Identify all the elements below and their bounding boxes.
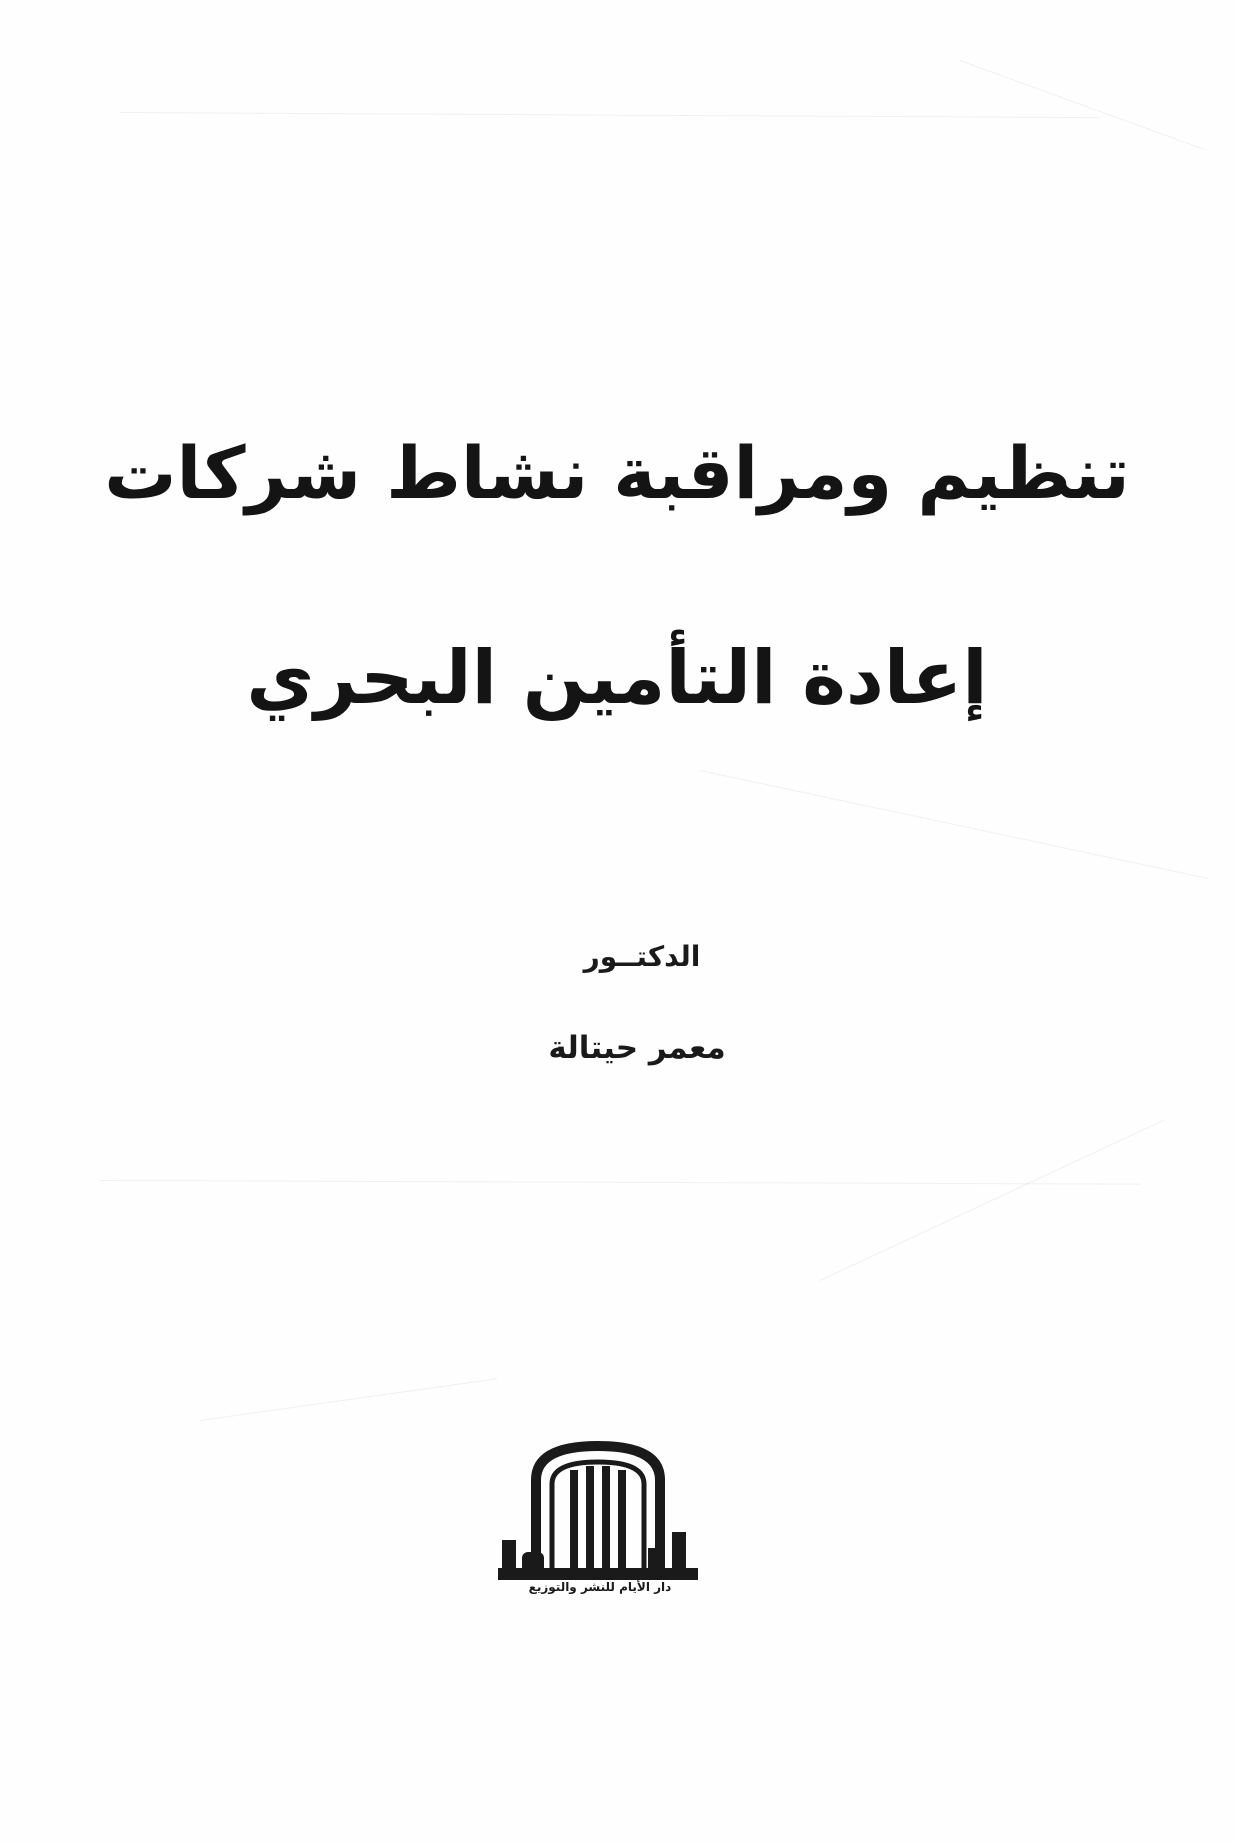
paper-crease <box>960 60 1205 150</box>
publisher-name: دار الأيام للنشر والتوزيع <box>528 1580 672 1594</box>
paper-crease <box>820 1119 1165 1281</box>
paper-crease <box>200 1378 497 1421</box>
author-name: معمر حيتالة <box>548 1030 726 1066</box>
paper-crease <box>700 770 1209 879</box>
paper-crease <box>120 112 1100 118</box>
book-title-line-2: إعادة التأمين البحري <box>246 634 988 721</box>
author-title: الدكتــور <box>583 940 701 973</box>
book-title-line-1: تنظيم ومراقبة نشاط شركات <box>104 431 1130 516</box>
paper-crease <box>100 1180 1140 1185</box>
